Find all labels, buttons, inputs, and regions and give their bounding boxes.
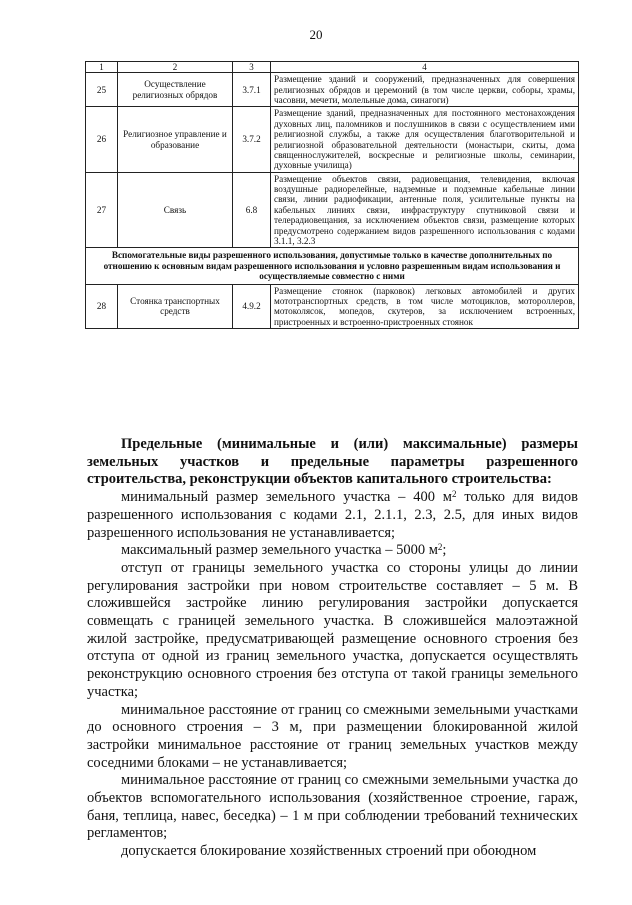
use-description: Размещение стоянок (парковок) легковых автомобилей и других мототранспортных средств, в том числе мотоциклов, мотороллеров, мотоколясок, мопедов, скутеров, за исключением встроенных, пристроенных и встроенно-пристроенных стоянок — [271, 284, 579, 329]
superscript: 2 — [437, 542, 443, 553]
paragraph-max-plot-size — [87, 542, 578, 560]
text-span: максимальный размер земельного участка – 5000 м — [121, 542, 438, 559]
use-name: Осуществление религиозных обрядов — [118, 73, 233, 107]
use-code: 6.8 — [233, 172, 271, 248]
text-span: минимальный размер земельного участка – 400 м — [121, 489, 452, 506]
row-number: 27 — [86, 172, 118, 248]
header-cell: 2 — [118, 62, 233, 73]
page-number: 20 — [309, 27, 323, 42]
use-name: Религиозное управление и образование — [118, 107, 233, 172]
row-number: 25 — [86, 73, 118, 107]
use-name: Стоянка транспортных средств — [118, 284, 233, 329]
row-number: 28 — [86, 284, 118, 329]
superscript: 2 — [452, 489, 457, 500]
paragraph-main-building-distance: минимальное расстояние от границ со смежными земельными участками до основного строения – 3 м, при размещении блокированной жилой застройки минимальное расстояние от границ земельных участков между соседними блоками – не устанавливается; — [87, 701, 578, 771]
paragraph-street-setback: отступ от границы земельного участка со стороны улицы до линии регулирования застройки при новом строительстве составляет – 5 м. В сложившейся застройке линию регулирования застройки допускается совмещать с границей земельного участка. В сложившейся малоэтажной жилой застройке, предусматривающей размещение основного строения без отступа от одной из границ земельного участка, допускается осуществлять реконструкцию основного строения без отступа от такой границы земельного участка; — [87, 559, 578, 700]
permitted-use-table — [85, 61, 579, 329]
header-cell: 3 — [233, 62, 271, 73]
use-name: Связь — [118, 172, 233, 248]
table-header-row — [86, 62, 579, 73]
paragraph-min-plot-size — [87, 489, 578, 542]
text-span: только для видов разрешенного использования с кодами 2.1, 2.1.1, 2.3, 2.5, для иных видов разрешенного использования не устанавливается; — [87, 489, 579, 541]
header-cell: 1 — [86, 62, 118, 73]
row-number: 26 — [86, 107, 118, 172]
use-code: 3.7.1 — [233, 73, 271, 107]
use-code: 4.9.2 — [233, 284, 271, 329]
table-row — [86, 284, 579, 329]
text-span: ; — [442, 542, 447, 559]
table-row — [86, 73, 579, 107]
use-description: Размещение объектов связи, радиовещания, телевидения, включая воздушные радиорелейные, надземные и подземные кабельные линии связи, линии радиофикации, антенные поля, усилительные пункты на кабельных линиях связи, инфраструктуру спутниковой связи и телерадиовещания, за исключением объектов связи, размещение которых предусмотрено содержанием видов разрешенного использования с кодами 3.1.1, 3.2.3 — [271, 172, 579, 248]
use-description: Размещение зданий и сооружений, предназначенных для совершения религиозных обрядов и церемоний (в том числе церкви, соборы, храмы, часовни, мечети, молельные дома, синагоги) — [271, 73, 579, 107]
table-section-row — [86, 248, 579, 284]
use-code: 3.7.2 — [233, 107, 271, 172]
section-heading: Предельные (минимальные и (или) максимальные) размеры земельных участков и предельные параметры разрешенного строительства, реконструкции объектов капитального строительства: — [87, 436, 578, 488]
paragraph-blocking: допускается блокирование хозяйственных строений при обоюдном — [121, 843, 537, 860]
table-row — [86, 172, 579, 248]
paragraph-auxiliary-distance: минимальное расстояние от границ со смежными земельными участка до объектов вспомогательного использования (хозяйственное строение, гараж, баня, теплица, навес, беседка) – 1 м при соблюдении требований технических регламентов; — [87, 772, 578, 842]
table-row — [86, 107, 579, 172]
body-text — [87, 436, 578, 861]
header-cell: 4 — [271, 62, 579, 73]
use-description: Размещение зданий, предназначенных для постоянного местонахождения духовных лиц, паломников и послушников в связи с осуществлением ими религиозной службы, а также для осуществления благотворительной и религиозной образовательной деятельности (монастыри, скиты, дома священнослужителей, воскресные и религиозные школы, семинарии, духовные училища) — [271, 107, 579, 172]
section-title: Вспомогательные виды разрешенного использования, допустимые только в качестве дополнительных по отношению к основным видам разрешенного использования и условно разрешенным видам использования и осуществляемые совместно с ними — [86, 248, 579, 284]
